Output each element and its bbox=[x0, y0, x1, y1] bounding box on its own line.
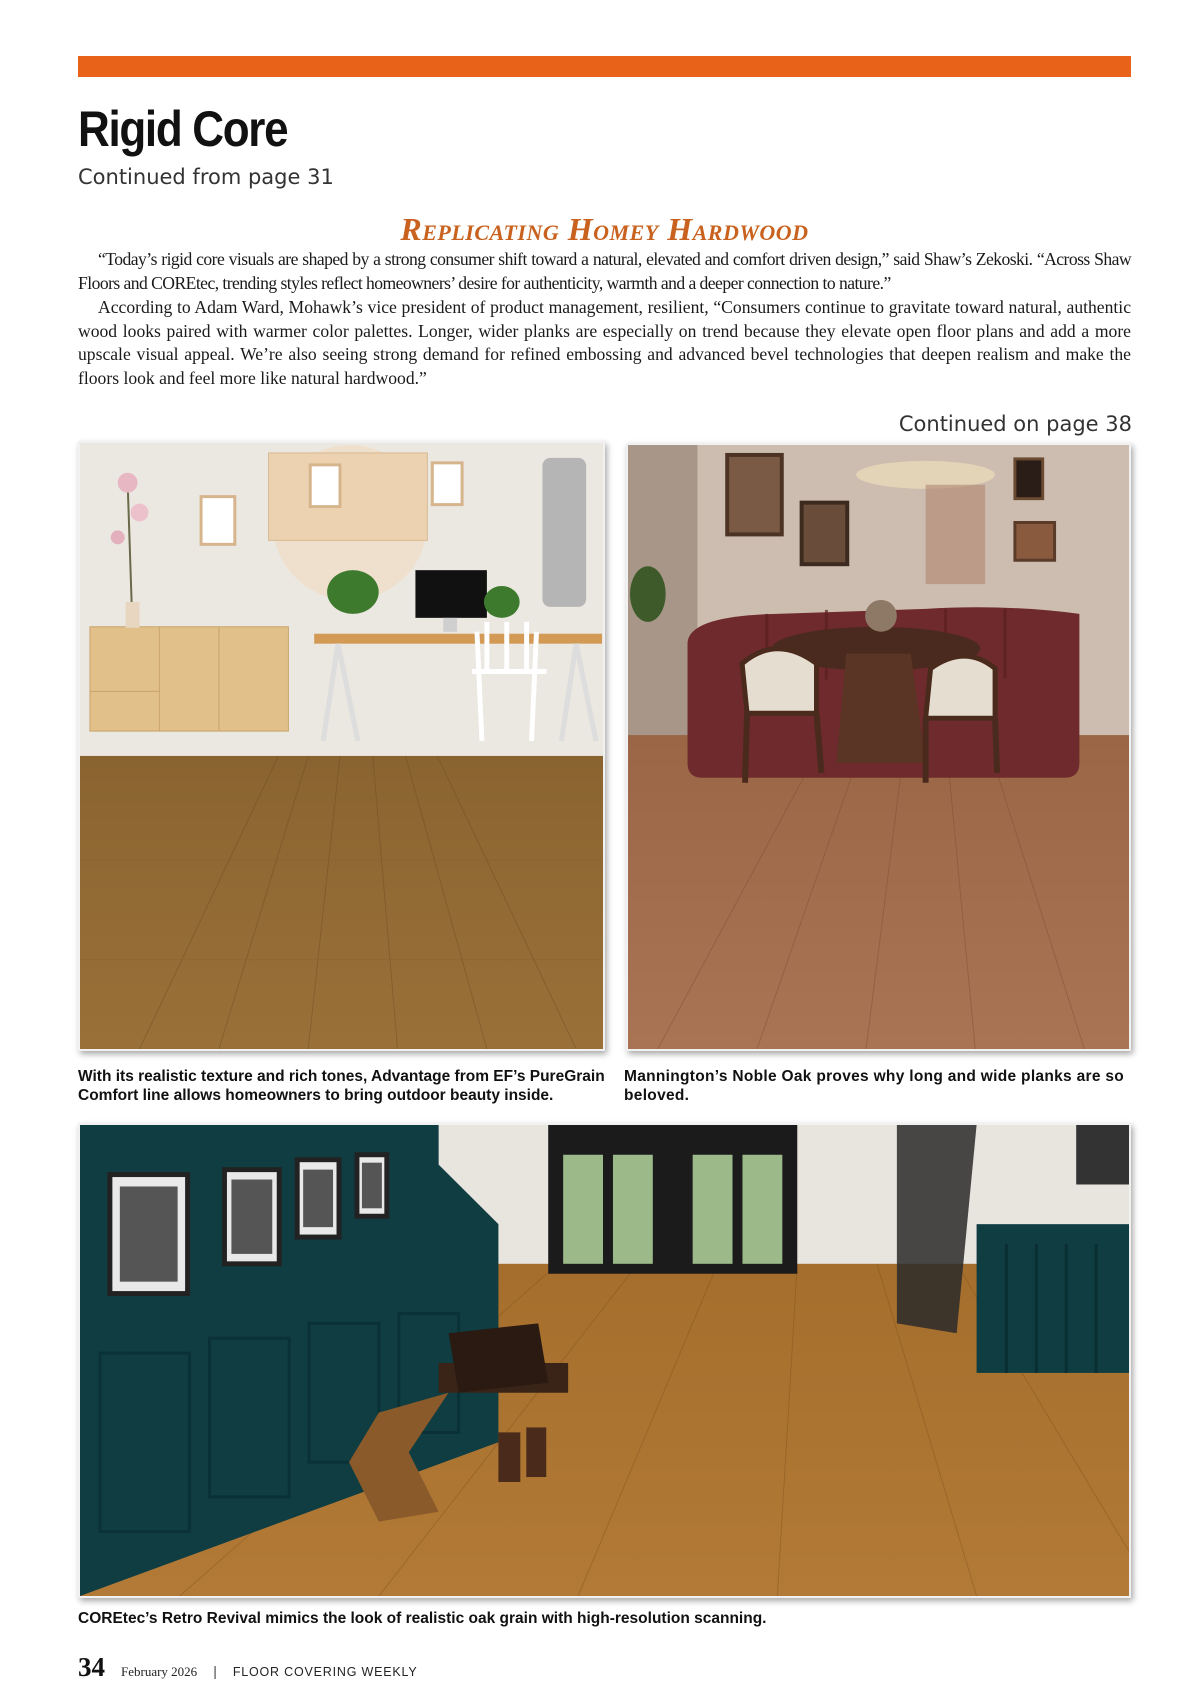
continued-on-note: Continued on page 38 bbox=[898, 412, 1132, 436]
footer-separator: | bbox=[213, 1663, 217, 1679]
photo-3-caption: COREtec’s Retro Revival mimics the look of realistic oak grain with high-resolution scanning. bbox=[78, 1610, 767, 1627]
photo-1-caption: With its realistic texture and rich tones, Advantage from EF’s PureGrain Comfort line allows homeowners to bring outdoor beauty inside. bbox=[78, 1068, 605, 1104]
section-title: Rigid Core bbox=[78, 101, 288, 157]
paragraph-text: According to Adam Ward, Mohawk’s vice president of product management, resilient, “Consumers continue to gravitate toward natural, authentic wood looks paired with warmer color palettes. Longer, wider planks are especially on trend because they elevate open floor plans and add a more upscale visual appeal. We’re also seeing strong demand for refined embossing and advanced bevel technologies that deepen realism and make the floors look and feel more like natural hardwood.” bbox=[78, 297, 1131, 388]
publication-name: FLOOR COVERING WEEKLY bbox=[232, 1665, 418, 1679]
dining-nook-oak-floor-photo bbox=[626, 443, 1131, 1051]
issue-date: February 2026 bbox=[121, 1664, 198, 1679]
continued-from-note: Continued from page 31 bbox=[78, 165, 334, 189]
page-number: 34 bbox=[78, 1652, 105, 1682]
page-footer bbox=[78, 1652, 417, 1683]
dining-nook-illustration bbox=[628, 445, 1129, 1049]
living-room-illustration bbox=[80, 1125, 1129, 1596]
teal-wall-living-room-oak-floor-photo bbox=[78, 1123, 1131, 1598]
article-paragraph-1 bbox=[78, 248, 1131, 295]
article-paragraph-2 bbox=[78, 296, 1131, 390]
home-office-oak-floor-photo bbox=[78, 441, 605, 1051]
photo-2-caption: Mannington’s Noble Oak proves why long and wide planks are so beloved. bbox=[624, 1068, 1125, 1104]
home-office-illustration bbox=[80, 443, 603, 1049]
paragraph-text: “Today’s rigid core visuals are shaped by a strong consumer shift toward a natural, elevated and comfort driven design,” said Shaw’s Zekoski. “Across Shaw Floors and COREtec, trending styles reflect homeowners’ desire for authenticity, warmth and a deeper connection to nature.” bbox=[78, 249, 1131, 293]
article-subhead: Replicating Homey Hardwood bbox=[400, 211, 809, 247]
section-accent-bar bbox=[78, 56, 1131, 77]
